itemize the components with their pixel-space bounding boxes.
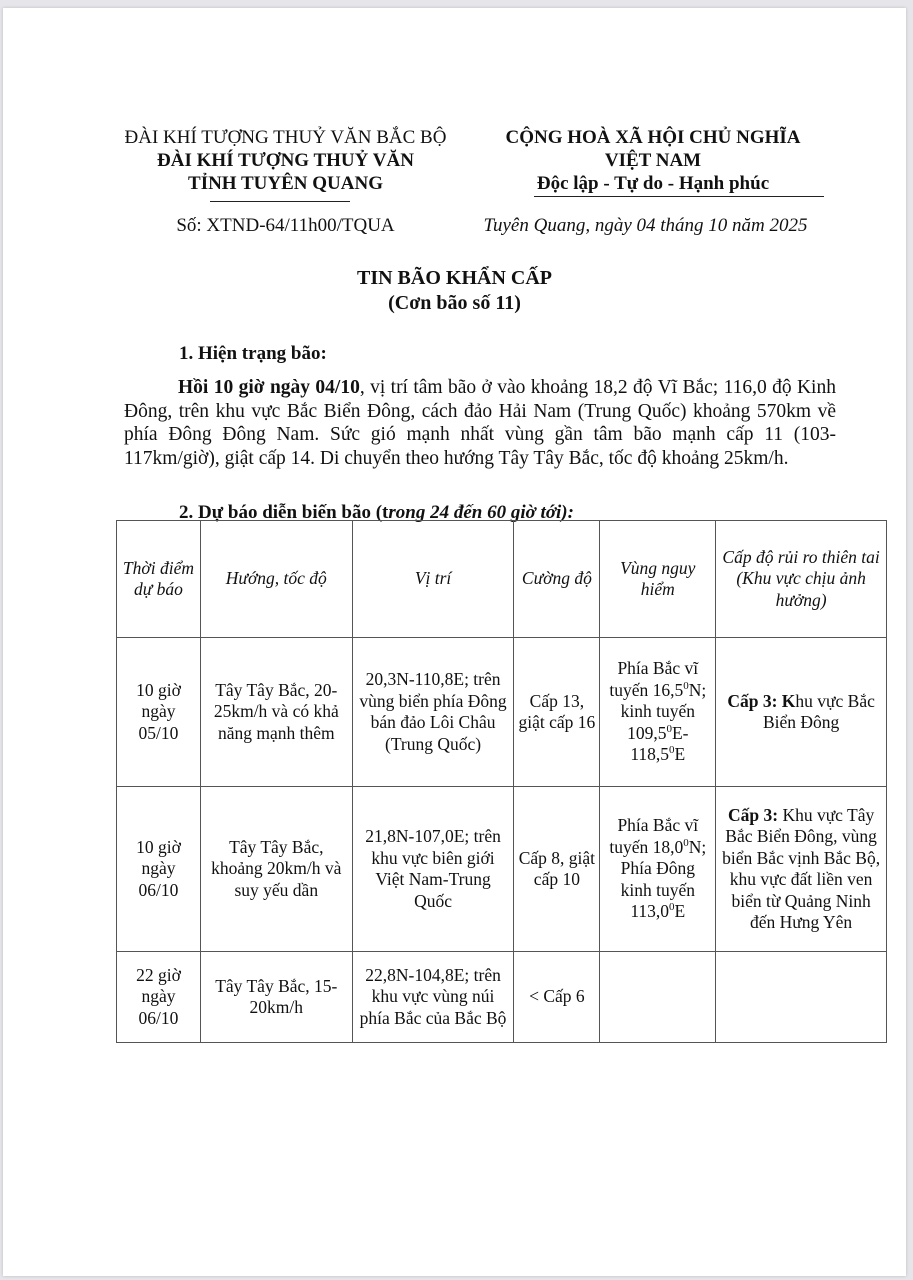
national-title-line1: CỘNG HOÀ XÃ HỘI CHỦ NGHĨA (505, 127, 801, 148)
national-header (473, 126, 833, 195)
cell-risk-level (716, 952, 887, 1043)
cell-direction: Tây Tây Bắc, 20-25km/h và có khả năng mạnh thêm (200, 638, 352, 787)
table-row (117, 952, 887, 1043)
agency-name: ĐÀI KHÍ TƯỢNG THUỶ VĂN (157, 150, 414, 171)
national-title-line2: VIỆT NAM (604, 150, 702, 171)
cell-intensity: Cấp 13, giật cấp 16 (514, 638, 600, 787)
agency-province: TỈNH TUYÊN QUANG (188, 173, 383, 194)
document-page (3, 8, 906, 1276)
motto-underline (534, 196, 824, 197)
cell-intensity: Cấp 8, giật cấp 10 (514, 787, 600, 952)
cell-risk-level: Cấp 3: Khu vực Tây Bắc Biển Đông, vùng biển Bắc vịnh Bắc Bộ, khu vực đất liền ven biển từ Quảng Ninh đến Hưng Yên (716, 787, 887, 952)
section1-lead: Hồi 10 giờ ngày 04/10 (178, 377, 360, 398)
cell-time: 10 giờ ngày 06/10 (117, 787, 201, 952)
header-position: Vị trí (352, 521, 514, 638)
document-date: Tuyên Quang, ngày 04 tháng 10 năm 2025 (483, 215, 808, 236)
cell-time: 22 giờ ngày 06/10 (117, 952, 201, 1043)
header-time: Thời điểm dự báo (117, 521, 201, 638)
forecast-table (116, 520, 887, 1043)
table-header-row (117, 521, 887, 638)
header-direction: Hướng, tốc độ (200, 521, 352, 638)
cell-position: 21,8N-107,0E; trên khu vực biên giới Việt Nam-Trung Quốc (352, 787, 514, 952)
cell-position: 22,8N-104,8E; trên khu vực vùng núi phía Bắc của Bắc Bộ (352, 952, 514, 1043)
cell-intensity: < Cấp 6 (514, 952, 600, 1043)
cell-danger-zone: Phía Bắc vĩ tuyến 18,0$^0$N; Phía Đông kinh tuyến 113,0$^0$E (600, 787, 716, 952)
national-motto: Độc lập - Tự do - Hạnh phúc (536, 173, 770, 194)
cell-danger-zone: Phía Bắc vĩ tuyến 16,5$^0$N; kinh tuyến 109,5$^0$E- 118,5$^0$E (600, 638, 716, 787)
section1-body: , vị trí tâm bão ở vào khoảng 18,2 độ Vĩ Bắc; 116,0 độ Kinh Đông, trên khu vực Bắc Biển Đông, cách đảo Hải Nam (Trung Quốc) khoảng 570km về phía Đông Đông Nam. Sức gió mạnh nhất vùng gần tâm bão mạnh cấp 11 (103-117km/giờ), giật cấp 14. Di chuyển theo hướng Tây Tây Bắc, tốc độ khoảng 25km/h. (124, 377, 836, 469)
document-title (3, 266, 906, 316)
cell-position: 20,3N-110,8E; trên vùng biển phía Đông bán đảo Lôi Châu (Trung Quốc) (352, 638, 514, 787)
section2-heading-bold: 2. Dự báo diễn biến bão (t (179, 502, 389, 523)
title-main: TIN BÃO KHẨN CẤP (356, 267, 552, 289)
table-row (117, 787, 887, 952)
header-danger-zone: Vùng nguy hiểm (600, 521, 716, 638)
cell-time: 10 giờ ngày 05/10 (117, 638, 201, 787)
section1-paragraph (124, 376, 836, 470)
header-intensity: Cường độ (514, 521, 600, 638)
cell-direction: Tây Tây Bắc, 15-20km/h (200, 952, 352, 1043)
section2-heading-italic: rong 24 đến 60 giờ tới): (388, 502, 574, 523)
agency-header (103, 126, 468, 195)
document-number: Số: XTND-64/11h00/TQUA (176, 215, 395, 236)
cell-danger-zone (600, 952, 716, 1043)
cell-risk-level: Cấp 3: Khu vực Bắc Biển Đông (716, 638, 887, 787)
title-sub: (Cơn bão số 11) (388, 292, 521, 314)
cell-direction: Tây Tây Bắc, khoảng 20km/h và suy yếu dần (200, 787, 352, 952)
header-risk-level: Cấp độ rủi ro thiên tai (Khu vực chịu ảnh hưởng) (716, 521, 887, 638)
table-row (117, 638, 887, 787)
parent-agency: ĐÀI KHÍ TƯỢNG THUỶ VĂN BẮC BỘ (124, 127, 447, 148)
agency-underline (210, 201, 350, 202)
section1-heading: 1. Hiện trạng bão: (179, 343, 327, 364)
